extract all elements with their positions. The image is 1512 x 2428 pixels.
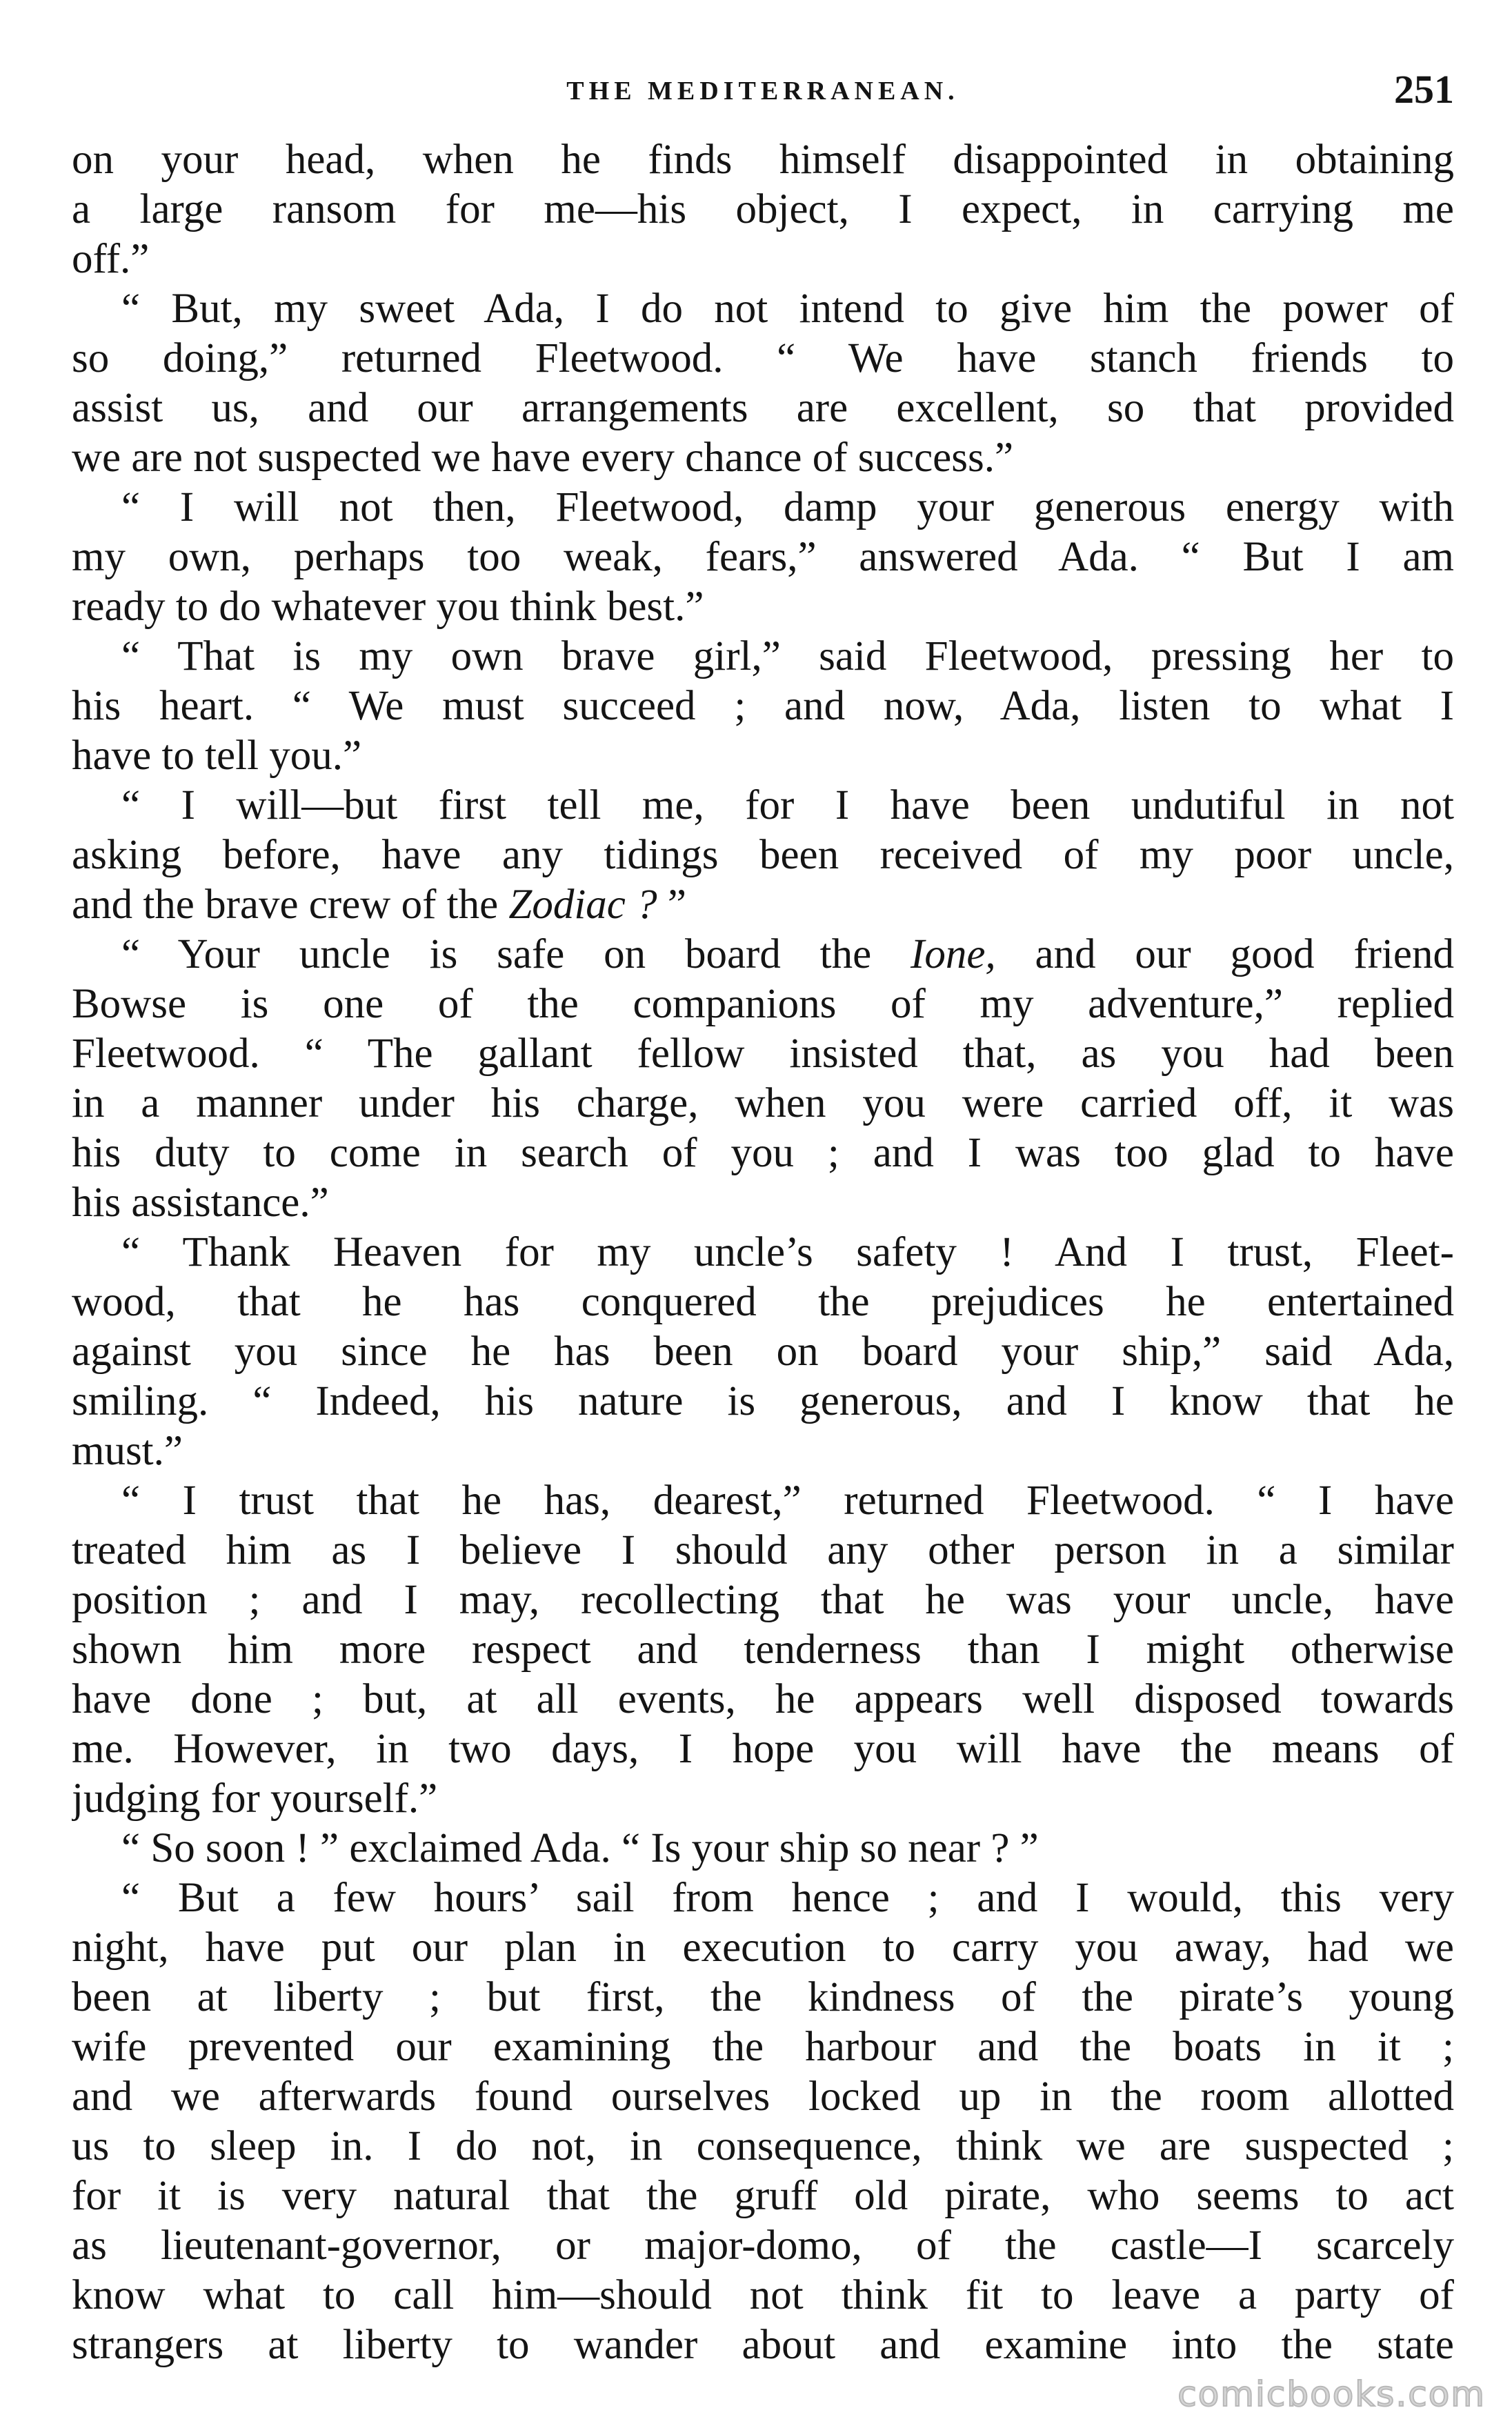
text-line: strangers at liberty to wander about and examine into the state xyxy=(72,2322,1454,2368)
text-line: his duty to come in search of you ; and I was too glad to have xyxy=(72,1130,1454,1176)
text-line: against you since he has been on board your ship,” said Ada, xyxy=(72,1329,1454,1375)
text-line: me. However, in two days, I hope you will have the means of xyxy=(72,1726,1454,1772)
text-line: and we afterwards found ourselves locked up in the room allotted xyxy=(72,2073,1454,2120)
text-line: shown him more respect and tenderness than I might otherwise xyxy=(72,1626,1454,1673)
text-span: and the brave crew of the xyxy=(72,882,509,928)
text-line: we are not suspected we have every chance of success.” xyxy=(72,435,1014,481)
text-line: asking before, have any tidings been received of my poor uncle, xyxy=(72,832,1454,878)
running-head xyxy=(72,66,1454,128)
text-line: for it is very natural that the gruff old pirate, who seems to act xyxy=(72,2173,1454,2219)
text-line: my own, perhaps too weak, fears,” answered Ada. “ But I am xyxy=(72,534,1454,580)
text-line xyxy=(72,880,1454,930)
text-line: know what to call him—should not think fit to leave a party of xyxy=(72,2272,1454,2318)
text-line: judging for yourself.” xyxy=(72,1775,438,1822)
text-line: wood, that he has conquered the prejudices he entertained xyxy=(72,1279,1454,1325)
text-line: his heart. “ We must succeed ; and now, Ada, listen to what I xyxy=(72,683,1454,729)
page-number: 251 xyxy=(1394,67,1454,112)
watermark: comicbooks.com xyxy=(1177,2374,1486,2414)
text-line: “ I trust that he has, dearest,” returned Fleetwood. “ I have xyxy=(121,1477,1454,1524)
text-line: us to sleep in. I do not, in consequence, think we are suspected ; xyxy=(72,2123,1454,2169)
ship-name-italic: Zodiac ? xyxy=(508,882,657,928)
text-span: ” xyxy=(657,882,686,928)
text-line: Bowse is one of the companions of my adventure,” replied xyxy=(72,981,1454,1027)
text-line: “ So soon ! ” exclaimed Ada. “ Is your ship so near ? ” xyxy=(121,1825,1039,1871)
text-line: “ But, my sweet Ada, I do not intend to give him the power of xyxy=(121,286,1454,332)
text-line: been at liberty ; but first, the kindness of the pirate’s young xyxy=(72,1974,1454,2020)
text-line: in a manner under his charge, when you were carried off, it was xyxy=(72,1080,1454,1126)
body-text xyxy=(72,135,1454,2370)
text-line: treated him as I believe I should any other person in a similar xyxy=(72,1527,1454,1573)
text-line: ready to do whatever you think best.” xyxy=(72,584,704,630)
running-title: THE MEDITERRANEAN. xyxy=(566,77,959,106)
text-line: “ That is my own brave girl,” said Fleetwood, pressing her to xyxy=(121,633,1454,679)
text-span: “ Your uncle is safe on board the xyxy=(121,931,911,977)
text-line: wife prevented our examining the harbour and the boats in it ; xyxy=(72,2024,1454,2070)
text-line: “ I will—but first tell me, for I have been undutiful in not xyxy=(121,782,1454,828)
text-line xyxy=(72,930,1454,979)
text-line: as lieutenant-governor, or major-domo, of the castle—I scarcely xyxy=(72,2222,1454,2269)
text-line: assist us, and our arrangements are excellent, so that provided xyxy=(72,385,1454,431)
text-line: position ; and I may, recollecting that he was your uncle, have xyxy=(72,1577,1454,1623)
text-line: “ Thank Heaven for my uncle’s safety ! And I trust, Fleet- xyxy=(121,1229,1454,1275)
ship-name-italic: Ione, xyxy=(911,931,996,977)
text-span: and our good friend xyxy=(995,931,1454,977)
text-line: Fleetwood. “ The gallant fellow insisted that, as you had been xyxy=(72,1031,1454,1077)
text-line: so doing,” returned Fleetwood. “ We have stanch friends to xyxy=(72,335,1454,381)
text-line: his assistance.” xyxy=(72,1180,329,1226)
text-line: “ But a few hours’ sail from hence ; and I would, this very xyxy=(121,1875,1454,1921)
text-line: must.” xyxy=(72,1428,183,1474)
text-line: “ I will not then, Fleetwood, damp your generous energy with xyxy=(121,484,1454,530)
text-line: smiling. “ Indeed, his nature is generous, and I know that he xyxy=(72,1378,1454,1424)
text-line: a large ransom for me—his object, I expect, in carrying me xyxy=(72,186,1454,232)
text-line: have done ; but, at all events, he appears well disposed towards xyxy=(72,1676,1454,1722)
text-line: off.” xyxy=(72,236,150,282)
text-line: night, have put our plan in execution to carry you away, had we xyxy=(72,1924,1454,1971)
text-line: have to tell you.” xyxy=(72,733,362,779)
text-line: on your head, when he finds himself disappointed in obtaining xyxy=(72,137,1454,183)
